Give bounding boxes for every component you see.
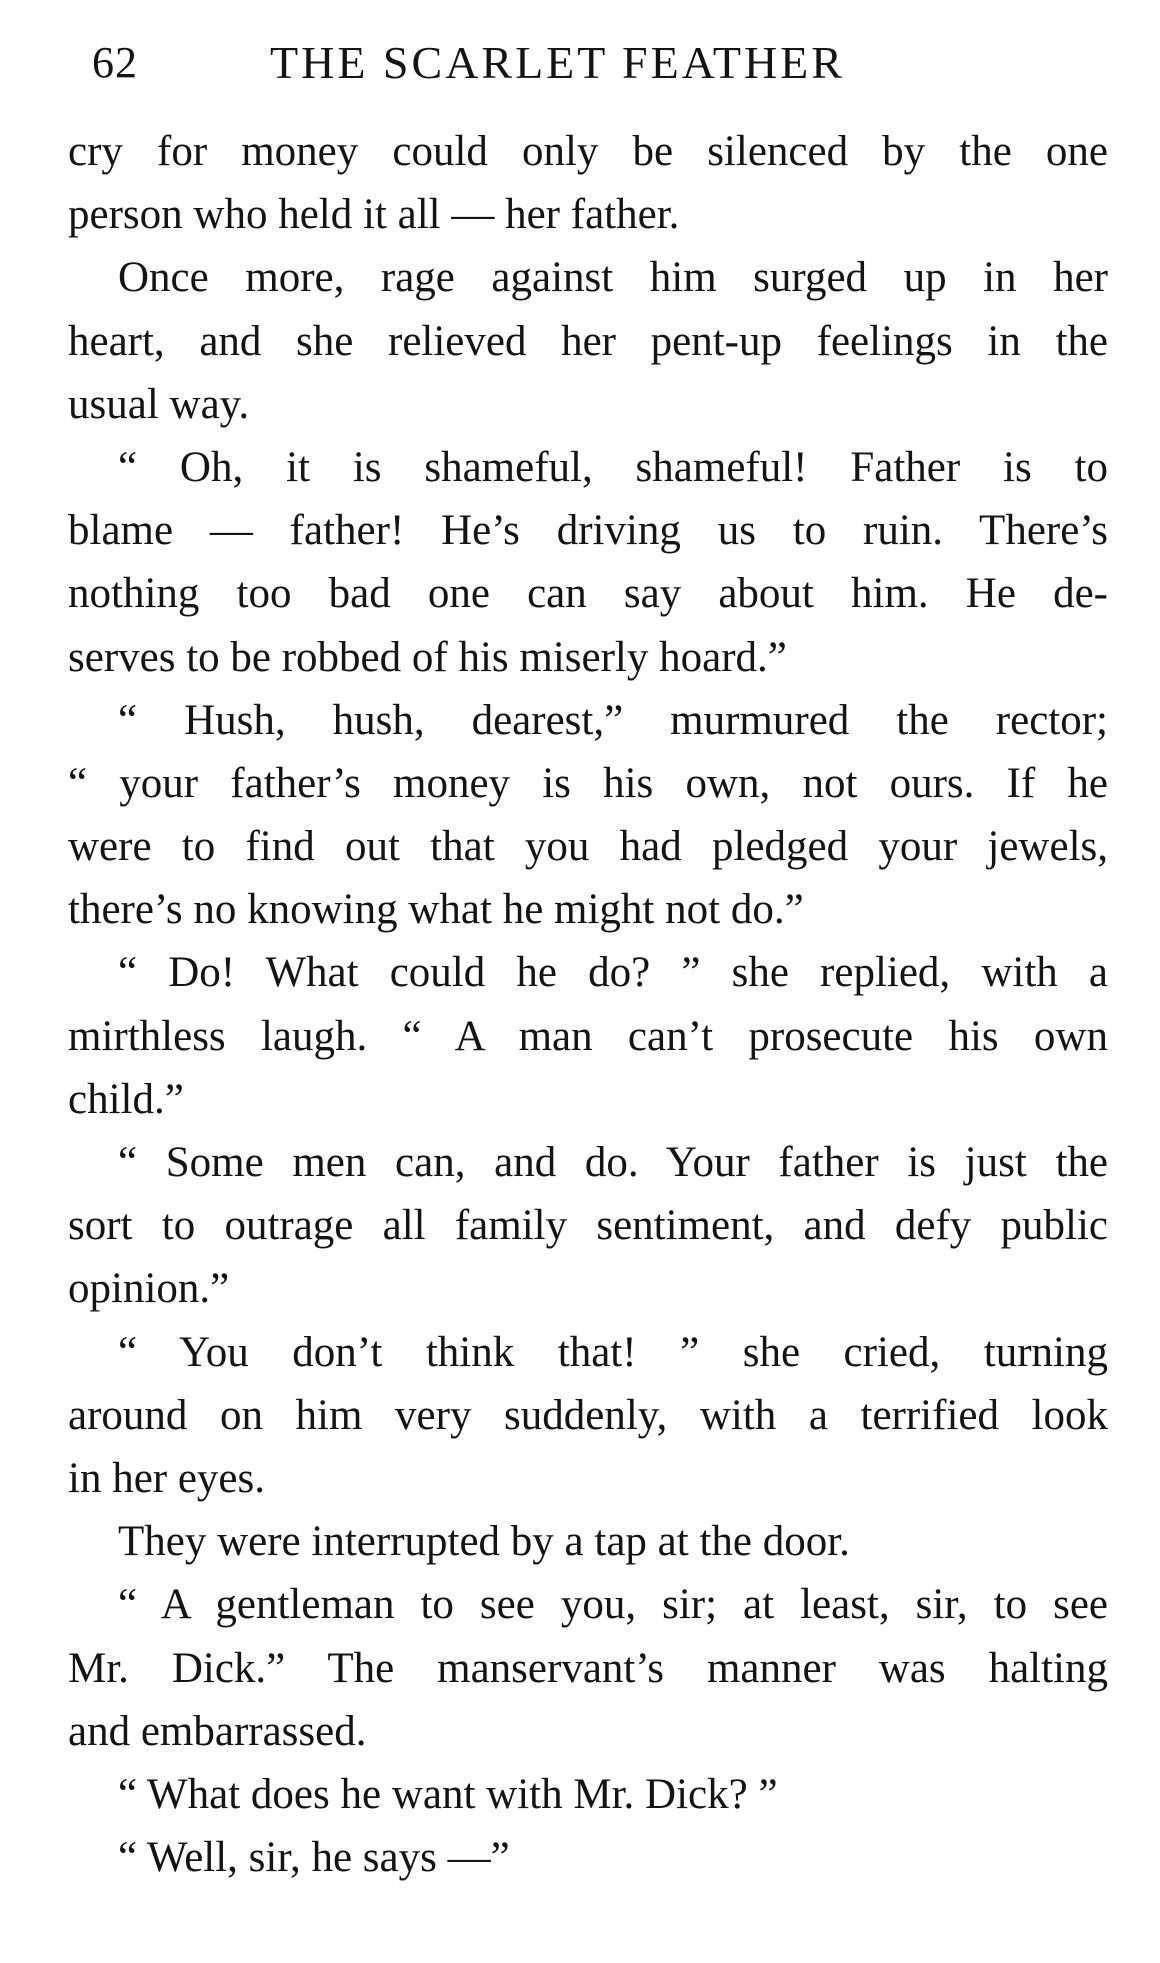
- text-line: They were interrupted by a tap at the door.: [118, 1518, 850, 1566]
- paragraph: [68, 1510, 1108, 1573]
- paragraph: [68, 246, 1108, 436]
- paragraph: [68, 436, 1108, 689]
- text-line: Once more, rage against him surged up in her: [118, 254, 1108, 302]
- text-line: Mr. Dick.” The manservant’s manner was halting: [68, 1644, 1108, 1692]
- text-line: usual way.: [68, 380, 250, 428]
- text-line: were to find out that you had pledged your jewels,: [68, 823, 1108, 871]
- paragraph: [68, 1321, 1108, 1511]
- text-line: and embarrassed.: [68, 1707, 367, 1755]
- text-line: sort to outrage all family sentiment, and defy public: [68, 1202, 1108, 1250]
- paragraph: [68, 1763, 1108, 1826]
- paragraph: [68, 1826, 1108, 1889]
- paragraph: [68, 689, 1108, 942]
- text-line: “ your father’s money is his own, not ours. If he: [68, 759, 1108, 807]
- page-number: 62: [92, 38, 138, 87]
- text-line: “ What does he want with Mr. Dick? ”: [118, 1770, 778, 1818]
- text-line: person who held it all — her father.: [68, 191, 680, 239]
- text-line: heart, and she relieved her pent-up feelings in the: [68, 317, 1108, 365]
- body-text: [68, 120, 1108, 1889]
- paragraph: [68, 941, 1108, 1131]
- text-line: child.”: [68, 1075, 184, 1123]
- text-line: “ Well, sir, he says —”: [118, 1834, 510, 1882]
- text-line: “ Do! What could he do? ” she replied, with a: [118, 949, 1108, 997]
- text-line: “ A gentleman to see you, sir; at least, sir, to see: [118, 1581, 1108, 1629]
- paragraph: [68, 120, 1108, 246]
- text-line: opinion.”: [68, 1265, 230, 1313]
- paragraph: [68, 1131, 1108, 1321]
- text-line: nothing too bad one can say about him. He de-: [68, 570, 1108, 618]
- text-line: around on him very suddenly, with a terrified look: [68, 1391, 1108, 1439]
- text-line: mirthless laugh. “ A man can’t prosecute his own: [68, 1012, 1108, 1060]
- text-line: “ Some men can, and do. Your father is just the: [118, 1139, 1108, 1186]
- paragraph: [68, 1573, 1108, 1763]
- running-title: THE SCARLET FEATHER: [270, 37, 845, 88]
- text-line: blame — father! He’s driving us to ruin. There’s: [68, 507, 1108, 555]
- text-line: serves to be robbed of his miserly hoard.”: [68, 633, 787, 681]
- text-line: in her eyes.: [68, 1454, 266, 1502]
- page-header: [92, 28, 912, 98]
- text-line: there’s no knowing what he might not do.”: [68, 886, 804, 934]
- text-line: “ Hush, hush, dearest,” murmured the rector;: [118, 696, 1108, 744]
- text-line: “ You don’t think that! ” she cried, turning: [118, 1328, 1108, 1376]
- text-line: “ Oh, it is shameful, shameful! Father is to: [118, 443, 1108, 491]
- text-line: cry for money could only be silenced by the one: [68, 128, 1108, 175]
